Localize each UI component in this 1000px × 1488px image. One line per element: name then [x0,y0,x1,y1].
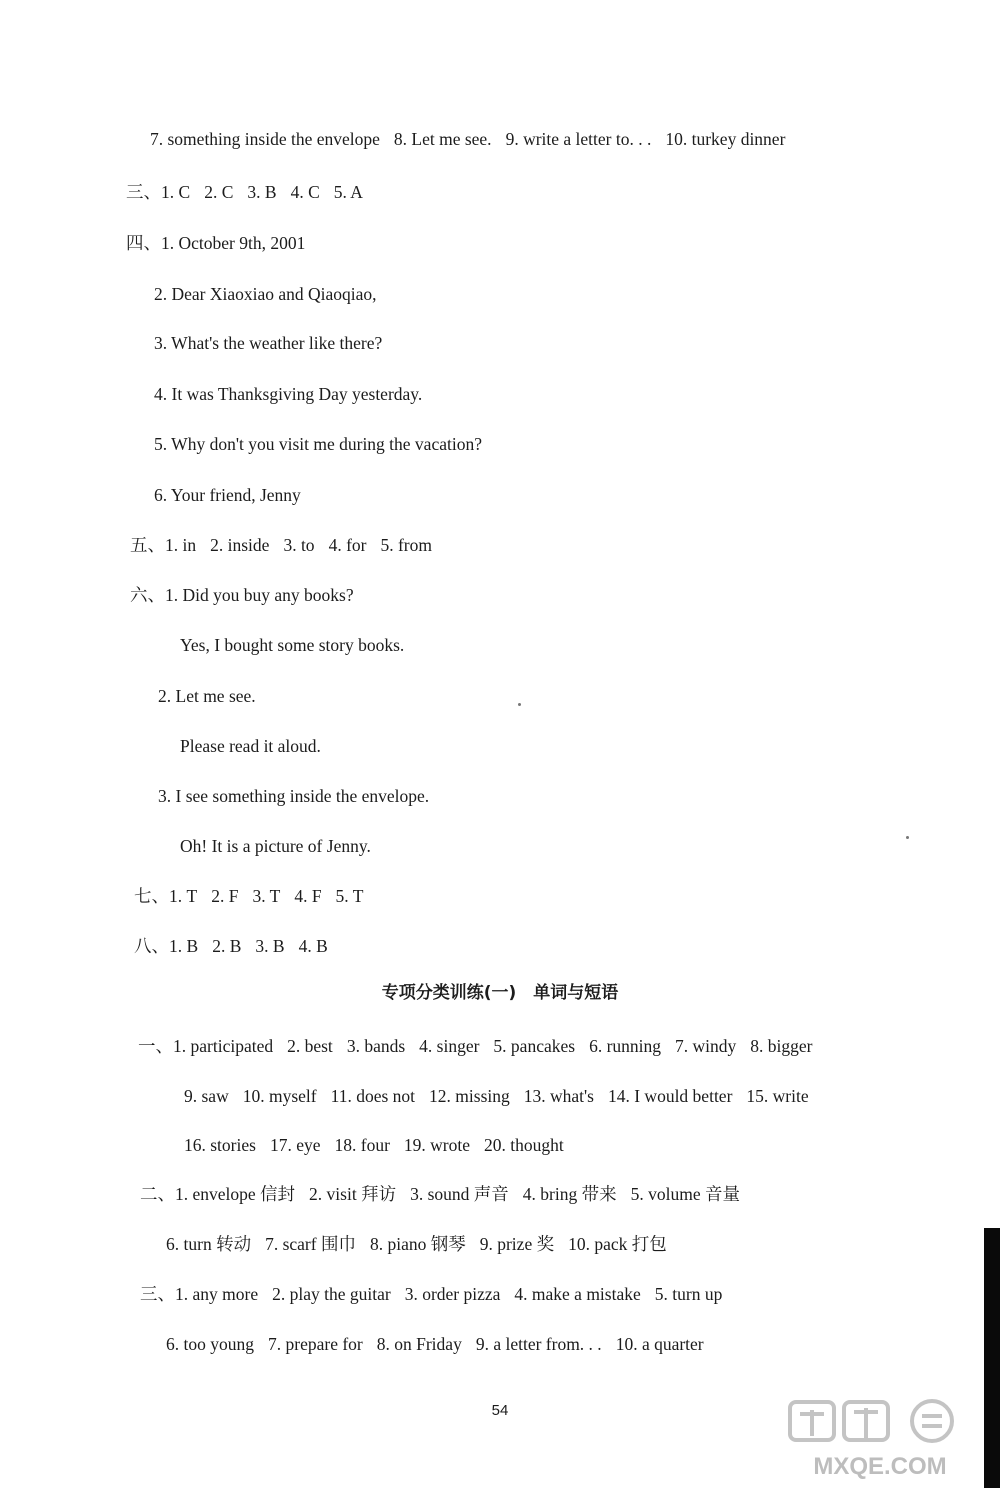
answer-item: 5. A [333,182,363,202]
answer-item: 13. what's [523,1086,594,1106]
answer-item: 3. What's the weather like there? [154,333,383,353]
answer-item: 7. something inside the envelope [150,129,380,149]
answer-item: 3. bands [346,1036,406,1056]
answer-item: 2. Dear Xiaoxiao and Qiaoqiao, [154,284,377,304]
answer-item: 4. singer [419,1036,480,1056]
answer-item: Oh! It is a picture of Jenny. [180,836,371,856]
answer-line [180,634,404,656]
answer-item: 10. myself [242,1086,317,1106]
answer-item: 2. B [212,936,242,956]
answer-item: 5. Why don't you visit me during the vacation? [154,434,482,454]
answer-item: 20. thought [484,1135,564,1155]
answer-item: 19. wrote [403,1135,471,1155]
answer-logo-icon [782,1396,978,1482]
answer-item: 2. visit 拜访 [309,1184,397,1204]
answer-item: 14. I would better [607,1086,733,1106]
answer-item: 11. does not [330,1086,416,1106]
answer-line [184,1134,564,1156]
answer-item: 5. from [380,535,432,555]
answer-line [158,685,256,707]
answer-line [126,181,363,203]
page-number: 54 [491,1402,509,1419]
answer-line [150,128,785,150]
answer-item: 4. make a mistake [514,1284,641,1304]
watermark [782,1396,978,1482]
answer-item: 7. windy [675,1036,737,1056]
answer-item: 六、1. Did you buy any books? [130,585,354,605]
answer-item: 4. for [328,535,367,555]
answer-item: 2. F [211,886,239,906]
answer-item: 4. C [290,182,320,202]
scan-edge-shadow [984,1228,1000,1488]
answer-line [140,1183,740,1205]
answer-item: 10. turkey dinner [665,129,786,149]
answer-line [130,534,432,556]
answer-line [180,835,371,857]
answer-line [138,1035,812,1057]
answer-item: 16. stories [184,1135,256,1155]
answer-item: 10. a quarter [615,1334,704,1354]
answer-line [154,332,382,354]
answer-line [134,885,363,907]
answer-item: 3. order pizza [404,1284,501,1304]
answer-line [158,785,429,807]
answer-item: 3. T [252,886,281,906]
section-heading: 专项分类训练(一) 单词与短语 [381,983,619,1003]
answer-item: 3. B [255,936,285,956]
answer-item: 6. too young [166,1334,254,1354]
answer-item: 18. four [334,1135,390,1155]
answer-line [140,1283,722,1305]
answer-item: 8. on Friday [376,1334,462,1354]
answer-item: 2. C [204,182,234,202]
answer-item: 4. It was Thanksgiving Day yesterday. [154,384,423,404]
answer-item: 5. turn up [654,1284,723,1304]
answer-item: 9. a letter from. . . [475,1334,602,1354]
answer-item: Please read it aloud. [180,736,321,756]
answer-line [154,433,482,455]
answer-item: 12. missing [429,1086,510,1106]
answer-item: 3. B [247,182,277,202]
answer-item: 2. inside [210,535,270,555]
scan-speck [906,836,909,839]
answer-item: 8. piano 钢琴 [369,1234,466,1254]
answer-item: 8. Let me see. [393,129,492,149]
answer-item: 7. prepare for [268,1334,363,1354]
answer-item: 三、1. any more [140,1284,259,1304]
answer-item: 8. bigger [750,1036,813,1056]
answer-line [130,584,354,606]
answer-item: 七、1. T [134,886,198,906]
answer-item: 一、1. participated [138,1036,274,1056]
answer-item: 10. pack 打包 [568,1234,667,1254]
answer-line [134,935,328,957]
answer-item: Yes, I bought some story books. [180,635,405,655]
answer-item: 二、1. envelope 信封 [140,1184,296,1204]
answer-item: 6. turn 转动 [166,1234,252,1254]
answer-item: 4. bring 带来 [522,1184,617,1204]
answer-item: 9. write a letter to. . . [505,129,652,149]
answer-item: 四、1. October 9th, 2001 [126,233,306,253]
answer-line [154,383,422,405]
answer-item: 6. running [589,1036,662,1056]
answer-item: 五、1. in [130,535,197,555]
answer-item: 3. sound 声音 [410,1184,509,1204]
answer-line [184,1085,809,1107]
answer-line [126,232,305,254]
answer-item: 4. F [294,886,322,906]
answer-item: 3. I see something inside the envelope. [158,786,430,806]
answer-item: 3. to [283,535,315,555]
answer-item: 9. saw [184,1086,229,1106]
answer-line [154,283,377,305]
answer-item: 4. B [298,936,328,956]
answer-item: 三、1. C [126,182,191,202]
answer-item: 6. Your friend, Jenny [154,485,301,505]
answer-line [166,1333,704,1355]
answer-item: 7. scarf 围巾 [265,1234,356,1254]
answer-item: 15. write [746,1086,809,1106]
answer-line [154,484,301,506]
answer-item: 17. eye [269,1135,321,1155]
answer-item: 2. best [287,1036,333,1056]
answer-item: 2. Let me see. [158,686,256,706]
scan-speck [518,703,521,706]
answer-item: 2. play the guitar [272,1284,391,1304]
answer-line [166,1233,667,1255]
answer-item: 9. prize 奖 [479,1234,555,1254]
watermark-text: MXQE.COM [813,1453,947,1480]
answer-line [180,735,321,757]
answer-item: 5. T [335,886,364,906]
answer-item: 5. volume 音量 [630,1184,740,1204]
answer-item: 5. pancakes [493,1036,576,1056]
answer-item: 八、1. B [134,936,199,956]
